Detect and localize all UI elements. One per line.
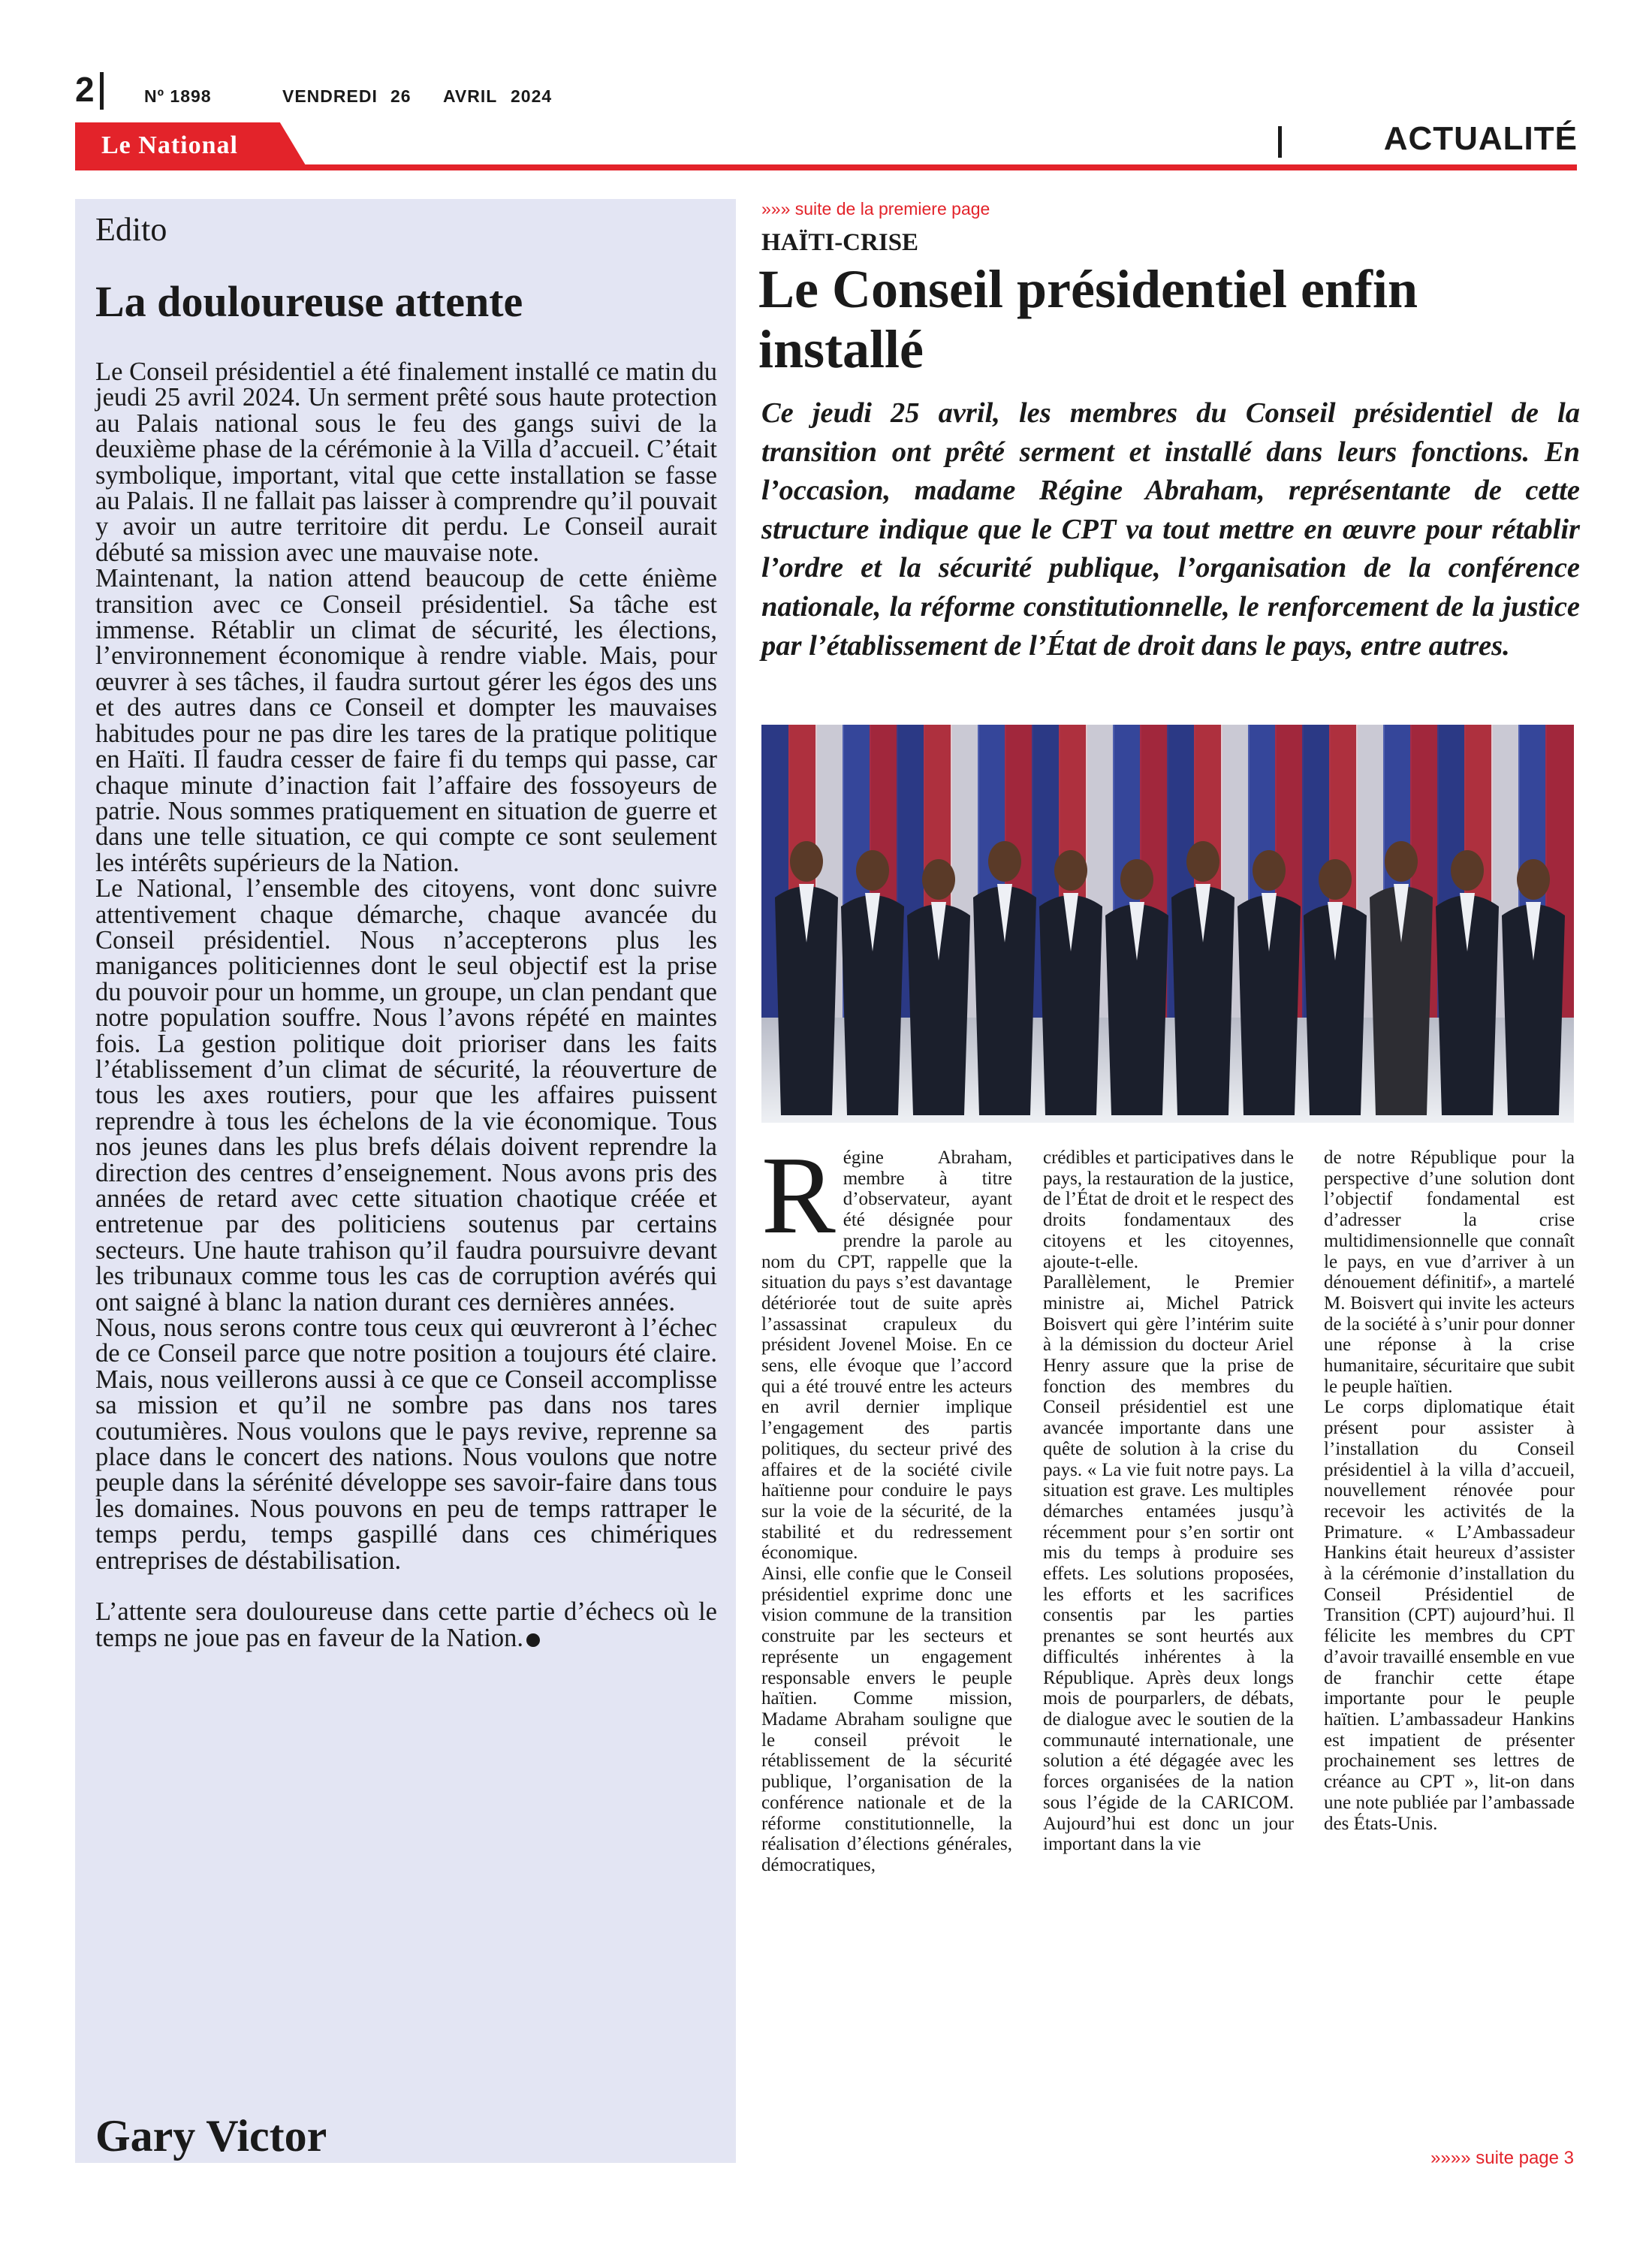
edito-paragraph: Maintenant, la nation attend beaucoup de cette énième transition avec ce Conseil présidentiel. Sa tâche est immense. Rétablir un climat de sécurité, les élections, l’environnement économique à rendre viable. Mais, pour œuvrer à ses tâches, il faudra surtout gérer les égos des uns et des autres dans ce Conseil et dompter les mauvaises habitudes pour ne pas dire les tares de la pratique politique en Haïti. Il faudra cesser de faire fi du temps qui passe, car chaque minute d’inaction fait l’affaire des fossoyeurs de patrie. Nous sommes pratiquement en situation de guerre et dans une telle situation, ce qui compte ce sont seulement les intérêts supérieurs de la Nation.: [95, 564, 717, 877]
issue-number: Nº 1898: [144, 86, 212, 106]
drop-cap: R: [761, 1134, 836, 1257]
section-title: ACTUALITÉ: [1383, 120, 1578, 157]
article-headline: Le Conseil présidentiel enfin installé: [758, 259, 1418, 379]
article-paragraph: Le corps diplomatique était présent pour assister à l’installation du Conseil présidentiel à la villa d’accueil, nouvellement rénovée pour recevoir les activités de la Primature. « L’Ambassadeur Hankins était heureux d’assister à la cérémonie d’installation du Conseil Présidentiel de Transition (CPT) aujourd’hui. Il félicite les membres du CPT d’avoir travaillé ensemble en vue de franchir cette étape importante pour le peuple haïtien. L’ambassadeur Hankins est impatient de présenter prochainement ses lettres de créance au CPT », lit-on dans une note publiée par l’ambassade des États-Unis.: [1324, 1397, 1575, 1834]
edito-paragraph: Nous, nous serons contre tous ceux qui œuvreront à l’échec de ce Conseil parce que notre position a toujours été claire. Mais, nous veillerons aussi à ce que ce Conseil accomplisse sa mission et qu’il ne sombre pas dans nos tares coutumières. Nous voulons que le pays revive, reprenne sa place dans le concert des nations. Nous voulons que notre peuple dans la sérénité développe ses savoir-faire dans tous les domaines. Nous pouvons en peu de temps rattraper le temps perdu, temps gaspillé dans ces chimériques entreprises de déstabilisation.: [95, 1313, 717, 1575]
date-weekday: VENDREDI: [282, 86, 378, 106]
edito-paragraph: Le National, l’ensemble des citoyens, vont donc suivre attentivement chaque démarche, chaque avancée du Conseil présidentiel. Nous n’accepterons plus les manigances politiciennes dont le seul objectif est la prise du pouvoir pour un homme, un groupe, un clan pendant que notre population souffre. Nous l’avons répété en maintes fois. La gestion politique doit prioriser dans les faits l’établissement d’un climat de sécurité, la réouverture de tous les axes routiers, pour que les affaires puissent reprendre à tous les échelons de la vie économique. Tous nos jeunes dans les plus brefs délais doivent reprendre la direction des centres d’enseignement. Nous avons pris des années de retard avec cette situation chaotique créée et entretenue par des politiciens soutenus par certains secteurs. Une haute trahison qu’il faudra poursuivre devant les tribunaux comme tous les cas de corruption avérés qui ont saigné à blanc la nation durant ces dernières années.: [95, 874, 717, 1317]
continued-from[interactable]: »»» suite de la premiere page: [761, 199, 990, 219]
edito-author: Gary Victor: [95, 2111, 327, 2161]
article-rubric: HAÏTI-CRISE: [761, 229, 919, 256]
edito-paragraph: Le Conseil présidentiel a été finalement installé ce matin du jeudi 25 avril 2024. Un serment prêté sous haute protection au Palais national sous le feu des gangs suivi de la deuxième phase de la cérémonie à la Villa d’accueil. C’était symbolique, important, vital que cette installation se fasse au Palais. Il ne fallait pas laisser à comprendre qu’il pouvait y avoir un autre territoire dit perdu. Le Conseil aurait débuté sa mission avec une mauvaise note.: [95, 357, 717, 567]
edito-paragraph: L’attente sera douloureuse dans cette partie d’échecs où le temps ne joue pas en faveur de la Nation.: [95, 1597, 717, 1652]
date-month: AVRIL: [443, 86, 498, 106]
group-photo-illustration: [761, 725, 1574, 1123]
article-lede: Ce jeudi 25 avril, les membres du Conseil présidentiel de la transition ont prêté serment et installé dans leurs fonctions. En l’occasion, madame Régine Abraham, représentante de cette structure indique que le CPT va tout mettre en œuvre pour rétablir l’ordre et la sécurité publique, l’organisation de la conférence nationale, la réforme constitutionnelle, le renforcement de la justice par l’établissement de l’État de droit dans le pays, entre autres.: [761, 397, 1580, 662]
article-column-2: [1043, 1148, 1294, 1855]
date-day: 26: [390, 86, 411, 106]
article-paragraph: crédibles et participatives dans le pays, la restauration de la justice, de l’État de droit et le respect des droits fondamentaux des citoyens et les citoyennes, ajoute-t-elle.: [1043, 1148, 1294, 1272]
article-column-3: [1324, 1148, 1575, 1834]
edito-label: Edito: [95, 211, 167, 248]
article-paragraph: Parallèlement, le Premier ministre ai, Michel Patrick Boisvert qui gère l’intérim suite à la démission du docteur Ariel Henry assure que la prise de fonction des membres du Conseil présidentiel est une avancée importante dans une quête de solution à la crise du pays. « La vie fuit notre pays. La situation est grave. Les multiples démarches entamées jusqu’à récemment pour s’en sortir ont mis du temps à produire ses effets. Les solutions proposées, les efforts et les sacrifices consentis par les parties prenantes se sont heurtés aux difficultés inhérentes à la République. Après deux longs mois de pourparlers, de débats, de dialogue avec le soutien de la communauté internationale, une solution a été dégagée avec les forces organisées de la nation sous l’égide de la CARICOM. Aujourd’hui est donc un jour important dans la vie: [1043, 1272, 1294, 1855]
newspaper-brand: Le National: [101, 131, 238, 159]
article-paragraph: égine Abraham, membre à titre d’observateur, ayant été désignée pour prendre la parole au nom du CPT, rappelle que la situation du pays s’est davantage détériorée tout de suite après l’assassinat crapuleux du président Jovenel Moise. En ce sens, elle évoque que l’accord qui a été trouvé entre les acteurs en avril dernier implique l’engagement des partis politiques, du secteur privé des affaires et de la société civile haïtienne pour conduire le pays sur la voie de la sécurité, de la stabilité et du redressement économique.: [761, 1148, 1012, 1564]
date-year: 2024: [511, 86, 553, 106]
header-rule: [75, 164, 1577, 170]
section-divider: [1278, 126, 1282, 158]
page-number-divider: [100, 72, 104, 110]
group-photo: [761, 725, 1574, 1123]
article-paragraph: Ainsi, elle confie que le Conseil présidentiel exprime donc une vision commune de la transition construite par les secteurs et représente un engagement responsable envers le peuple haïtien. Comme mission, Madame Abraham souligne que le conseil prévoit le rétablissement de la sécurité publique, l’organisation de la conférence nationale et de la réforme constitutionnelle, la réalisation d’élections générales, démocratiques,: [761, 1564, 1012, 1875]
continued-to[interactable]: »»»» suite page 3: [1430, 2148, 1574, 2168]
article-paragraph: de notre République pour la perspective d’une solution dont l’objectif fondamental est d’adresser la crise multidimensionnelle que connaît le pays, en vue d’arriver à un dénouement définitif», a martelé M. Boisvert qui invite les acteurs de la société à s’unir pour donner une réponse à la crise humanitaire, sécuritaire que subit le peuple haïtien.: [1324, 1148, 1575, 1397]
edito-body: [95, 359, 717, 1651]
edito-closing: [95, 1599, 717, 1651]
edito-title: La douloureuse attente: [95, 277, 523, 326]
page-number: 2: [75, 70, 95, 109]
article-column-1: [761, 1134, 1012, 1876]
end-mark-icon: [526, 1633, 540, 1647]
